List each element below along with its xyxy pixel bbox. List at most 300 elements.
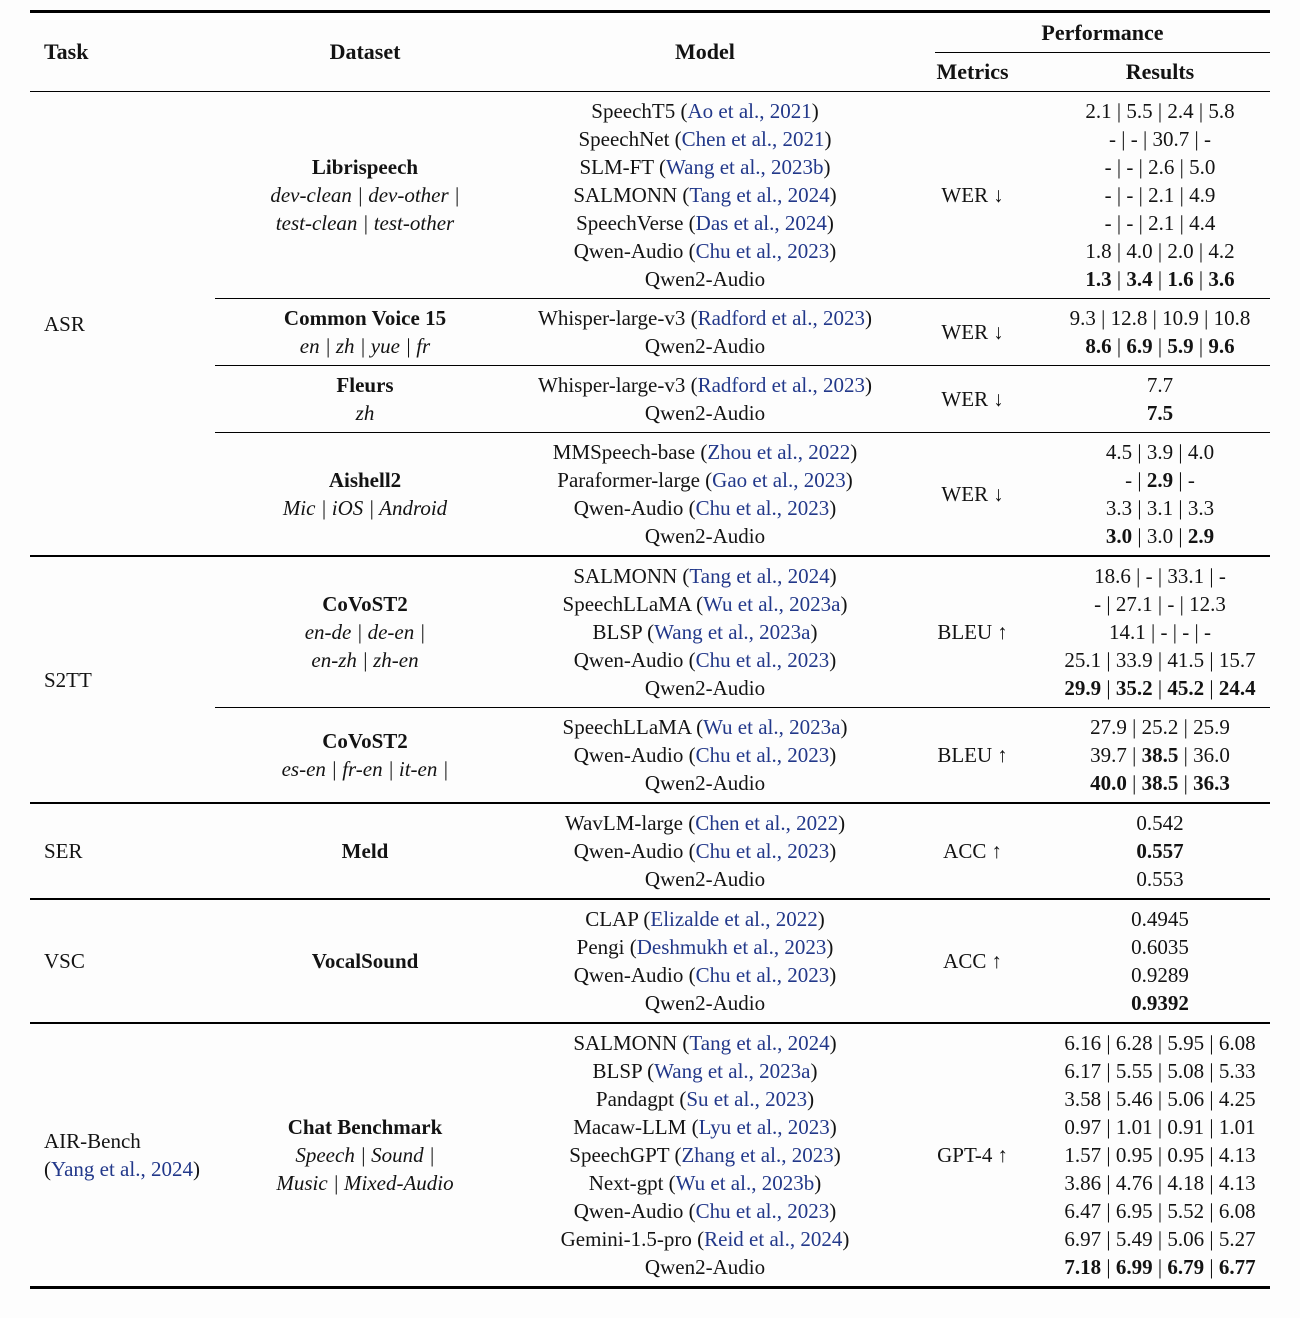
result-separator: | [1152,267,1168,291]
citation-link[interactable]: Tang et al., 2024 [689,564,830,588]
result-value: 27.9 [1090,715,1127,739]
metric-label: GPT-4 [937,1142,993,1167]
result-row [1050,809,1270,837]
results-column [1050,713,1270,797]
model-row [515,438,895,466]
model-citation [683,811,845,835]
citation-link[interactable]: Chen et al., 2021 [681,127,825,151]
task-cell [30,900,215,1022]
result-value: 7.18 [1064,1255,1102,1279]
citation-link[interactable]: Gao et al., 2023 [712,468,846,492]
citation-link[interactable]: Lyu et al., 2023 [698,1115,830,1139]
result-value: 12.3 [1189,592,1226,616]
model-row [515,494,895,522]
results-column [1050,1029,1270,1281]
model-name: SALMONN [573,1031,678,1055]
open-paren: ( [688,811,696,835]
result-value: 39.7 [1090,743,1127,767]
task-section [30,557,1270,804]
result-row [1050,237,1270,265]
result-separator: | [1152,1115,1168,1139]
result-row [1050,713,1270,741]
model-row [515,1169,895,1197]
result-separator: | [1101,1087,1116,1111]
result-value: 5.5 [1126,99,1153,123]
result-separator: | [1174,183,1190,207]
close-paren: ) [829,743,837,767]
citation-link[interactable]: Wu et al., 2023a [703,592,841,616]
result-separator: | [1173,440,1188,464]
result-row [1050,865,1270,893]
result-row [1050,905,1270,933]
citation-link[interactable]: Chu et al., 2023 [695,1199,830,1223]
result-value: 0.6035 [1131,935,1189,959]
model-name: WavLM-large [564,811,683,835]
results-column [1050,97,1270,293]
citation-link[interactable]: Tang et al., 2024 [689,183,830,207]
citation-link[interactable]: Wu et al., 2023a [703,715,841,739]
result-row [1050,1113,1270,1141]
open-paren: ( [674,127,682,151]
citation-link[interactable]: Chu et al., 2023 [695,496,830,520]
result-row [1050,466,1270,494]
dataset-subtitle [215,399,515,427]
result-separator: | [1152,676,1168,700]
result-row [1050,933,1270,961]
dataset-cell [215,153,515,237]
result-separator: | [1126,743,1142,767]
result-separator: | [1204,564,1219,588]
result-value: 12.8 [1110,306,1148,330]
result-separator: | [1152,239,1168,263]
dataset-subtitle-line: es-en | fr-en | it-en | [281,757,449,781]
model-row [515,769,895,797]
result-separator: | [1111,99,1127,123]
dataset-groups [215,92,1270,555]
model-row [515,741,895,769]
model-name: Qwen2-Audio [644,991,766,1015]
metric-cell [895,183,1050,208]
open-paren: ( [643,907,651,931]
result-value: 4.18 [1167,1171,1205,1195]
result-value: 4.2 [1208,239,1235,263]
dataset-group [215,298,1270,365]
citation-link[interactable]: Zhou et al., 2022 [707,440,851,464]
model-row [515,961,895,989]
dataset-cell [215,466,515,522]
arrow-down-icon: ↓ [993,481,1004,506]
result-separator: | [1101,592,1116,616]
result-separator: | [1198,306,1214,330]
arrow-up-icon: ↑ [991,948,1002,973]
result-row [1050,181,1270,209]
open-paren: ( [696,592,704,616]
dataset-name: Chat Benchmark [287,1115,443,1139]
result-separator: | [1152,1171,1168,1195]
result-row [1050,304,1270,332]
result-separator: | [1174,592,1190,616]
open-paren: ( [705,468,713,492]
model-name: SALMONN [573,183,678,207]
dataset-subtitle-line: Mic | iOS | Android [282,496,448,520]
result-separator: | [1152,1227,1168,1251]
result-row [1050,1197,1270,1225]
result-value: 3.0 [1105,524,1133,548]
model-row [515,209,895,237]
metric-label: WER [941,182,989,207]
citation-link[interactable]: Ao et al., 2021 [687,99,812,123]
arrow-down-icon: ↓ [993,386,1004,411]
dataset-subtitle [215,494,515,522]
metric-cell [895,839,1050,864]
result-value: 6.08 [1218,1199,1256,1223]
result-value: 0.95 [1167,1143,1205,1167]
result-value: - [1130,127,1138,151]
citation-link[interactable]: Chu et al., 2023 [695,839,830,863]
model-citation [685,373,872,397]
result-value: - [1182,620,1190,644]
result-value: 10.8 [1213,306,1251,330]
result-value: - [1104,183,1112,207]
model-column [515,304,895,360]
close-paren: ) [833,1143,841,1167]
close-paren: ) [817,907,825,931]
result-separator: | [1204,1199,1219,1223]
metric-label: BLEU [937,742,993,767]
result-row [1050,522,1270,550]
result-separator: | [1193,99,1209,123]
result-value: 1.01 [1218,1115,1256,1139]
model-citation [683,963,836,987]
result-separator: | [1130,564,1146,588]
arrow-up-icon: ↑ [997,1142,1008,1167]
model-row [515,265,895,293]
result-value: 3.3 [1187,496,1215,520]
task-cell [30,557,215,802]
dataset-group [215,804,1270,898]
metric-label: WER [941,386,989,411]
model-column [515,1029,895,1281]
dataset-group [215,900,1270,1022]
metric-label: BLEU [937,619,993,644]
close-paren: ) [826,935,834,959]
result-value: 5.9 [1167,334,1194,358]
citation-link[interactable]: Chu et al., 2023 [695,648,830,672]
citation-link[interactable]: Tang et al., 2024 [689,1031,830,1055]
model-row [515,237,895,265]
open-paren: ( [688,1199,696,1223]
model-citation [677,1031,837,1055]
result-separator: | [1101,648,1116,672]
result-value: 4.13 [1218,1171,1256,1195]
result-separator: | [1204,1255,1219,1279]
result-separator: | [1132,440,1147,464]
result-value: 2.9 [1187,524,1215,548]
model-name: Qwen2-Audio [644,867,766,891]
table-header [30,10,1270,92]
result-row [1050,265,1270,293]
task-section [30,900,1270,1024]
open-paren: ( [690,373,698,397]
dataset-subtitle [215,332,515,360]
dataset-subtitle-line: en | zh | yue | fr [299,334,431,358]
result-separator: | [1111,211,1127,235]
model-row [515,97,895,125]
result-value: 3.58 [1064,1087,1102,1111]
result-value: 33.9 [1115,648,1153,672]
citation-link[interactable]: Chen et al., 2022 [695,811,839,835]
result-value: 3.9 [1146,440,1174,464]
task-label: ASR [44,311,85,336]
close-paren: ) [829,496,837,520]
result-value: 4.0 [1126,239,1153,263]
result-separator: | [1173,524,1188,548]
open-paren: ( [680,99,688,123]
task-citation [44,1155,215,1183]
result-separator: | [1132,524,1147,548]
result-value: 6.99 [1115,1255,1153,1279]
result-separator: | [1174,211,1190,235]
model-citation [683,1199,836,1223]
result-separator: | [1111,183,1127,207]
model-name: SpeechLLaMA [562,715,691,739]
result-value: - [1167,592,1175,616]
dataset-subtitle [215,618,515,674]
result-separator: | [1101,676,1116,700]
result-value: 1.8 [1085,239,1112,263]
task-label: VSC [44,949,85,973]
citation-link[interactable]: Wang et al., 2023a [654,1059,811,1083]
model-citation [683,239,836,263]
table-body [30,92,1270,1289]
result-row [1050,1085,1270,1113]
citation-link[interactable]: Chu et al., 2023 [695,239,830,263]
result-value: 3.6 [1208,267,1235,291]
model-row [515,304,895,332]
result-separator: | [1095,306,1111,330]
column-header-results: Results [1125,59,1195,84]
model-row [515,809,895,837]
model-row [515,837,895,865]
close-paren: ) [842,1227,850,1251]
task-cell [30,92,215,555]
result-separator: | [1101,1171,1116,1195]
result-value: 5.0 [1189,155,1216,179]
result-separator: | [1173,468,1188,492]
citation-link[interactable]: Chu et al., 2023 [695,963,830,987]
result-value: 25.1 [1064,648,1102,672]
model-citation [683,743,836,767]
result-value: 4.5 [1105,440,1133,464]
model-column [515,905,895,1017]
result-value: - [1104,155,1112,179]
model-name: Whisper-large-v3 [538,306,686,330]
model-citation [683,211,833,235]
model-name: Qwen-Audio [573,839,684,863]
close-paren: ) [829,564,837,588]
metric-cell [895,320,1050,345]
column-header-metrics: Metrics [936,59,1009,84]
model-citation [642,620,818,644]
task-label: SER [44,839,83,863]
citation-link[interactable]: Deshmukh et al., 2023 [636,935,827,959]
result-value: 0.9392 [1131,991,1189,1015]
model-citation [695,440,857,464]
dataset-subtitle [215,181,515,237]
result-separator: | [1137,127,1153,151]
model-name: Qwen2-Audio [644,676,766,700]
result-separator: | [1111,267,1127,291]
close-paren: ) [829,839,837,863]
model-citation [691,715,848,739]
open-paren: ( [679,1087,687,1111]
result-value: 2.4 [1167,99,1194,123]
result-row [1050,1141,1270,1169]
model-citation [686,1115,836,1139]
result-value: 41.5 [1167,648,1205,672]
result-separator: | [1204,1087,1219,1111]
close-paren: ) [845,468,853,492]
column-header-dataset: Dataset [329,39,401,64]
citation-link[interactable]: Zhang et al., 2023 [681,1143,834,1167]
arrow-down-icon: ↓ [993,182,1004,207]
result-separator: | [1152,648,1168,672]
result-value: 4.9 [1189,183,1216,207]
result-row [1050,837,1270,865]
model-citation [683,648,836,672]
close-paren: ) [840,715,848,739]
close-paren: ) [192,1157,200,1181]
result-separator: | [1133,183,1149,207]
model-name: SpeechGPT [569,1143,670,1167]
model-row [515,371,895,399]
result-separator: | [1174,155,1190,179]
close-paren: ) [807,1087,815,1111]
dataset-cell [215,727,515,783]
model-column [515,713,895,797]
model-name: Qwen2-Audio [644,1255,766,1279]
result-value: - [1125,468,1133,492]
open-paren: ( [688,496,696,520]
result-value: - [1094,592,1102,616]
citation-link[interactable]: Chu et al., 2023 [695,743,830,767]
metric-cell [895,949,1050,974]
result-value: 3.86 [1064,1171,1102,1195]
citation-link[interactable]: Wu et al., 2023b [675,1171,815,1195]
result-value: 8.6 [1085,334,1112,358]
result-value: 0.542 [1136,811,1184,835]
model-citation [700,468,853,492]
model-citation [683,839,836,863]
result-value: - [1187,468,1195,492]
model-row [515,989,895,1017]
close-paren: ) [829,1115,837,1139]
citation-link[interactable]: Yang et al., 2024 [51,1157,193,1181]
model-name: Qwen-Audio [573,239,684,263]
dataset-subtitle-line: en-zh | zh-en [311,648,419,672]
citation-link[interactable]: Su et al., 2023 [686,1087,808,1111]
model-citation [691,592,848,616]
metric-cell [895,743,1050,768]
model-name: SpeechLLaMA [562,592,691,616]
metric-label: ACC [943,948,987,973]
metric-label: ACC [943,838,987,863]
citation-link[interactable]: Wang et al., 2023a [654,620,811,644]
model-name: Qwen-Audio [573,963,684,987]
result-value: 27.1 [1115,592,1153,616]
close-paren: ) [829,239,837,263]
model-name: BLSP [592,1059,642,1083]
dataset-name: CoVoST2 [322,729,408,753]
result-value: 5.06 [1167,1227,1205,1251]
result-value: 4.0 [1187,440,1215,464]
task-section [30,1024,1270,1289]
result-separator: | [1101,1227,1116,1251]
result-value: 2.6 [1148,155,1175,179]
result-value: 36.3 [1193,771,1230,795]
citation-link[interactable]: Reid et al., 2024 [704,1227,843,1251]
model-row [515,618,895,646]
open-paren: ( [674,1143,682,1167]
column-header-task: Task [44,39,89,64]
result-separator: | [1152,1255,1168,1279]
model-row [515,933,895,961]
model-column [515,562,895,702]
result-value: - [1160,620,1168,644]
dataset-groups [215,900,1270,1022]
citation-link[interactable]: Das et al., 2024 [695,211,827,235]
result-value: 0.553 [1136,867,1184,891]
open-paren: ( [682,183,690,207]
dataset-group [215,1024,1270,1286]
result-value: 15.7 [1218,648,1256,672]
citation-link[interactable]: Elizalde et al., 2022 [650,907,818,931]
dataset-subtitle [215,1141,515,1197]
model-row [515,1253,895,1281]
model-citation [685,306,872,330]
model-name: Qwen2-Audio [644,334,766,358]
result-separator: | [1193,334,1209,358]
task-cell [30,1024,215,1286]
result-separator: | [1204,676,1219,700]
result-value: - [1126,183,1134,207]
result-value: 5.08 [1167,1059,1205,1083]
result-separator: | [1204,1031,1219,1055]
result-value: - [1203,127,1211,151]
results-column [1050,304,1270,360]
dataset-subtitle-line: dev-clean | dev-other | [270,183,460,207]
citation-link[interactable]: Wang et al., 2023b [666,155,824,179]
model-row [515,646,895,674]
citation-link[interactable]: Radford et al., 2023 [697,306,865,330]
close-paren: ) [811,99,819,123]
open-paren: ( [688,239,696,263]
result-value: 30.7 [1152,127,1190,151]
citation-link[interactable]: Radford et al., 2023 [697,373,865,397]
result-separator: | [1152,564,1168,588]
result-value: 6.77 [1218,1255,1256,1279]
result-value: 10.9 [1162,306,1199,330]
dataset-cell [215,1113,515,1197]
result-row [1050,209,1270,237]
result-separator: | [1167,620,1183,644]
result-value: 4.13 [1218,1143,1256,1167]
dataset-name: Fleurs [336,373,394,397]
open-paren: ( [700,440,708,464]
model-name: Whisper-large-v3 [538,373,686,397]
result-row [1050,97,1270,125]
result-value: 5.55 [1115,1059,1153,1083]
